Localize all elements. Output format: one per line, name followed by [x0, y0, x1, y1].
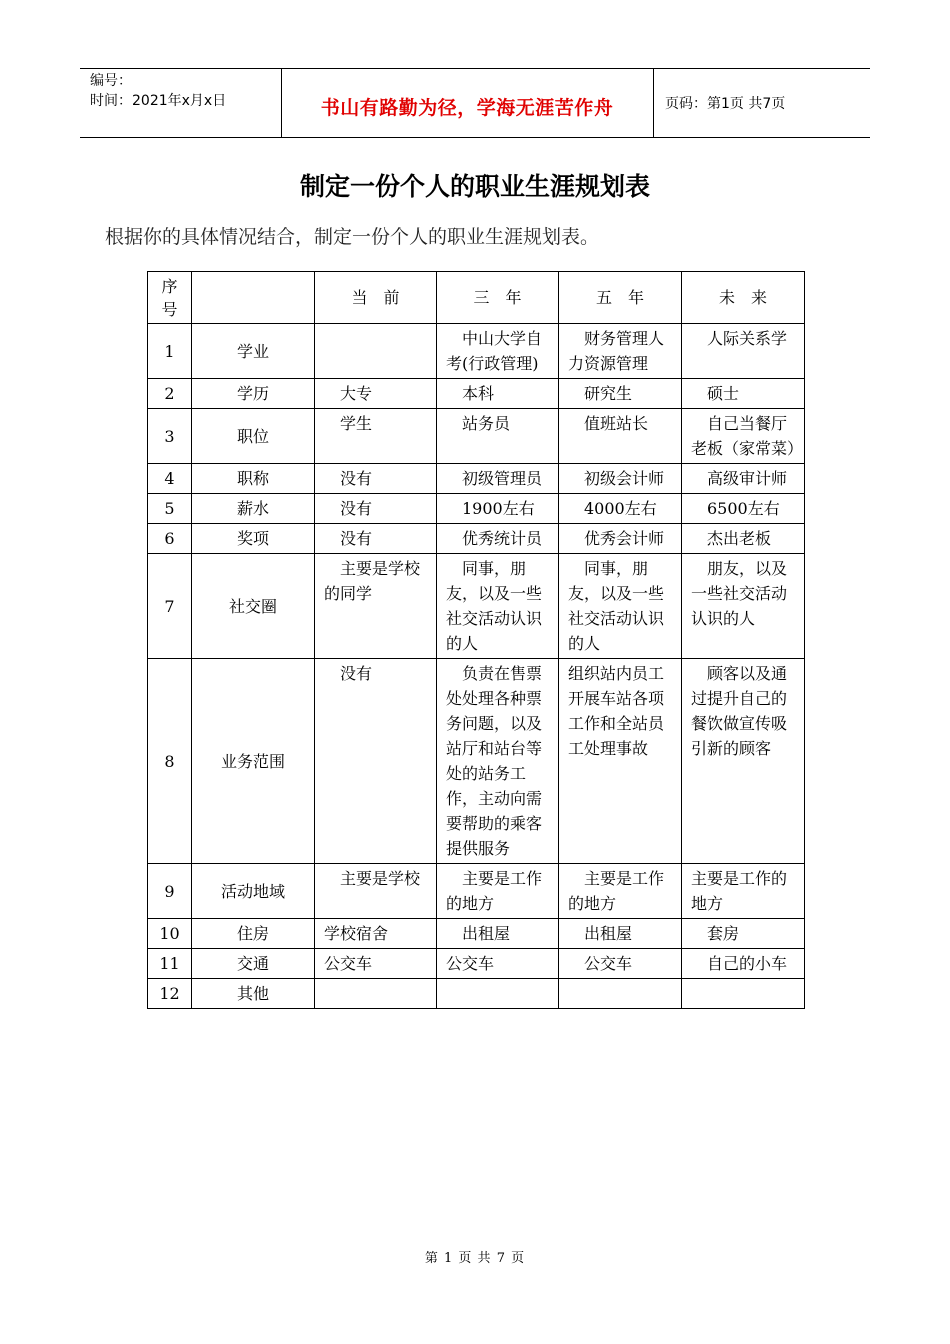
- cell-three-years: 同事，朋友，以及一些社交活动认识的人: [437, 554, 559, 659]
- column-header-three-years: 三 年: [437, 272, 559, 324]
- cell-future: 主要是工作的地方: [682, 864, 805, 919]
- cell-five-years: 公交车: [559, 949, 682, 979]
- cell-future: 6500左右: [682, 494, 805, 524]
- cell-three-years: 1900左右: [437, 494, 559, 524]
- column-header-no: 序号: [148, 272, 192, 324]
- row-item: 学历: [192, 379, 315, 409]
- row-item: 其他: [192, 979, 315, 1009]
- row-item: 社交圈: [192, 554, 315, 659]
- cell-five-years: 组织站内员工开展车站各项工作和全站员工处理事故: [559, 659, 682, 864]
- cell-now: [315, 979, 437, 1009]
- date-line: 时间：2021年x月x日: [90, 93, 227, 109]
- table-row: [148, 659, 805, 864]
- cell-future: [682, 979, 805, 1009]
- row-number: 1: [148, 324, 192, 379]
- cell-five-years: 出租屋: [559, 919, 682, 949]
- page-footer: 第 1 页 共 7 页: [424, 1251, 526, 1266]
- cell-five-years: 4000左右: [559, 494, 682, 524]
- cell-five-years: 主要是工作的地方: [559, 864, 682, 919]
- cell-now: 主要是学校的同学: [315, 554, 437, 659]
- cell-now: [315, 324, 437, 379]
- cell-future: 高级审计师: [682, 464, 805, 494]
- row-item: 职称: [192, 464, 315, 494]
- cell-three-years: 初级管理员: [437, 464, 559, 494]
- row-item: 活动地域: [192, 864, 315, 919]
- header-motto: 书山有路勤为径，学海无涯苦作舟: [320, 97, 614, 119]
- cell-now: 没有: [315, 494, 437, 524]
- table-row: [148, 464, 805, 494]
- row-number: 4: [148, 464, 192, 494]
- column-header-now: 当 前: [315, 272, 437, 324]
- cell-now: 大专: [315, 379, 437, 409]
- cell-five-years: [559, 979, 682, 1009]
- cell-three-years: 站务员: [437, 409, 559, 464]
- cell-three-years: 主要是工作的地方: [437, 864, 559, 919]
- row-number: 6: [148, 524, 192, 554]
- cell-future: 自己的小车: [682, 949, 805, 979]
- cell-future: 套房: [682, 919, 805, 949]
- cell-now: 没有: [315, 524, 437, 554]
- row-item: 交通: [192, 949, 315, 979]
- row-number: 10: [148, 919, 192, 949]
- column-header-item: [192, 272, 315, 324]
- cell-now: 主要是学校: [315, 864, 437, 919]
- cell-future: 顾客以及通过提升自己的餐饮做宣传吸引新的顾客: [682, 659, 805, 864]
- cell-now: 没有: [315, 464, 437, 494]
- cell-three-years: [437, 979, 559, 1009]
- cell-five-years: 研究生: [559, 379, 682, 409]
- cell-now: 学生: [315, 409, 437, 464]
- intro-text: 根据你的具体情况结合，制定一份个人的职业生涯规划表。: [105, 226, 600, 248]
- column-header-future: 未 来: [682, 272, 805, 324]
- table-row: [148, 864, 805, 919]
- cell-future: 杰出老板: [682, 524, 805, 554]
- row-number: 8: [148, 659, 192, 864]
- row-item: 业务范围: [192, 659, 315, 864]
- header-meta: [90, 71, 226, 111]
- cell-now: 公交车: [315, 949, 437, 979]
- page-title: 制定一份个人的职业生涯规划表: [299, 172, 650, 201]
- row-number: 5: [148, 494, 192, 524]
- row-number: 9: [148, 864, 192, 919]
- cell-three-years: 负责在售票处处理各种票务问题，以及站厅和站台等处的站务工作，主动向需要帮助的乘客提供服务: [437, 659, 559, 864]
- table-row: [148, 979, 805, 1009]
- cell-now: 学校宿舍: [315, 919, 437, 949]
- cell-future: 朋友，以及一些社交活动认识的人: [682, 554, 805, 659]
- row-item: 学业: [192, 324, 315, 379]
- cell-three-years: 优秀统计员: [437, 524, 559, 554]
- cell-three-years: 中山大学自考(行政管理): [437, 324, 559, 379]
- table-row: [148, 919, 805, 949]
- column-header-five-years: 五 年: [559, 272, 682, 324]
- header-page-info: 页码：第1页 共7页: [665, 96, 786, 112]
- document-header: [80, 68, 870, 138]
- career-plan-table: [147, 271, 805, 1009]
- cell-five-years: 优秀会计师: [559, 524, 682, 554]
- cell-future: 硕士: [682, 379, 805, 409]
- row-number: 12: [148, 979, 192, 1009]
- table-row: [148, 524, 805, 554]
- serial-label: 编号：: [90, 73, 132, 89]
- row-number: 3: [148, 409, 192, 464]
- row-item: 住房: [192, 919, 315, 949]
- cell-five-years: 值班站长: [559, 409, 682, 464]
- cell-five-years: 财务管理人力资源管理: [559, 324, 682, 379]
- cell-three-years: 本科: [437, 379, 559, 409]
- row-number: 2: [148, 379, 192, 409]
- table-row: [148, 554, 805, 659]
- cell-three-years: 出租屋: [437, 919, 559, 949]
- table-row: [148, 949, 805, 979]
- row-item: 薪水: [192, 494, 315, 524]
- cell-five-years: 同事，朋友，以及一些社交活动认识的人: [559, 554, 682, 659]
- table-header-row: [148, 272, 805, 324]
- row-item: 职位: [192, 409, 315, 464]
- table-row: [148, 324, 805, 379]
- cell-future: 自己当餐厅老板（家常菜）: [682, 409, 805, 464]
- row-item: 奖项: [192, 524, 315, 554]
- cell-three-years: 公交车: [437, 949, 559, 979]
- cell-future: 人际关系学: [682, 324, 805, 379]
- table-row: [148, 409, 805, 464]
- table-row: [148, 379, 805, 409]
- table-row: [148, 494, 805, 524]
- row-number: 11: [148, 949, 192, 979]
- cell-five-years: 初级会计师: [559, 464, 682, 494]
- cell-now: 没有: [315, 659, 437, 864]
- header-divider: [653, 69, 654, 137]
- row-number: 7: [148, 554, 192, 659]
